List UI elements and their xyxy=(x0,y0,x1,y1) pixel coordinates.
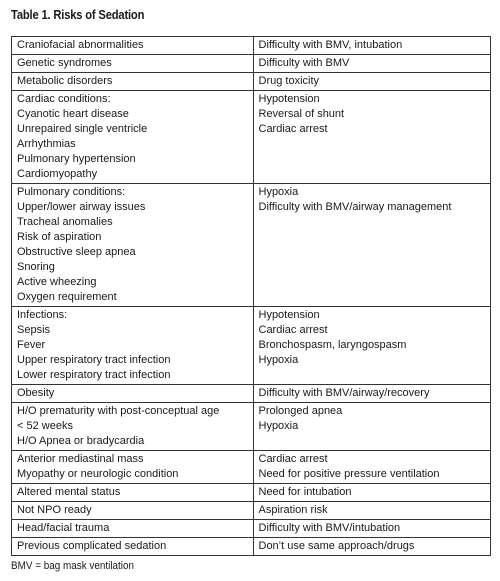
condition-line: < 52 weeks xyxy=(17,420,73,432)
condition-cell xyxy=(12,451,254,484)
condition-cell xyxy=(12,184,254,307)
condition-cell xyxy=(12,538,254,556)
risk-cell xyxy=(253,403,491,451)
condition-line: Obstructive sleep apnea xyxy=(17,246,136,258)
condition-line: Lower respiratory tract infection xyxy=(17,369,171,381)
condition-line: Pulmonary conditions: xyxy=(17,186,126,198)
risk-line: Don’t use same approach/drugs xyxy=(258,540,415,552)
condition-cell xyxy=(12,37,254,55)
risk-line: Reversal of shunt xyxy=(258,108,345,120)
table-row xyxy=(12,55,491,73)
risk-line: Cardiac arrest xyxy=(258,453,328,465)
risk-cell xyxy=(253,55,491,73)
condition-line: Infections: xyxy=(17,309,68,321)
condition-line: Not NPO ready xyxy=(17,504,92,516)
condition-line: Craniofacial abnormalities xyxy=(17,39,144,51)
condition-cell xyxy=(12,502,254,520)
risk-line: Hypoxia xyxy=(258,354,299,366)
condition-line: Risk of aspiration xyxy=(17,231,102,243)
table-footnote: BMV = bag mask ventilation xyxy=(11,560,134,572)
risk-line: Prolonged apnea xyxy=(258,405,343,417)
condition-line: Sepsis xyxy=(17,324,51,336)
condition-line: Obesity xyxy=(17,387,55,399)
risks-of-sedation-table xyxy=(11,36,491,556)
condition-line: Active wheezing xyxy=(17,276,97,288)
risk-cell xyxy=(253,451,491,484)
condition-cell xyxy=(12,403,254,451)
condition-line: Previous complicated sedation xyxy=(17,540,167,552)
risk-line: Hypoxia xyxy=(258,420,299,432)
condition-cell xyxy=(12,55,254,73)
condition-line: Genetic syndromes xyxy=(17,57,112,69)
risk-line: Need for intubation xyxy=(258,486,352,498)
risk-cell xyxy=(253,307,491,385)
condition-line: Altered mental status xyxy=(17,486,121,498)
risk-cell xyxy=(253,520,491,538)
condition-cell xyxy=(12,385,254,403)
condition-line: H/O prematurity with post-conceptual age xyxy=(17,405,220,417)
risk-line: Difficulty with BMV/airway/recovery xyxy=(258,387,430,399)
condition-line: Fever xyxy=(17,339,46,351)
table-row xyxy=(12,184,491,307)
condition-line: Anterior mediastinal mass xyxy=(17,453,144,465)
condition-line: Upper respiratory tract infection xyxy=(17,354,171,366)
risk-line: Hypoxia xyxy=(258,186,299,198)
condition-cell xyxy=(12,520,254,538)
condition-line: Pulmonary hypertension xyxy=(17,153,136,165)
condition-line: Oxygen requirement xyxy=(17,291,117,303)
table-row xyxy=(12,451,491,484)
condition-cell xyxy=(12,91,254,184)
condition-cell xyxy=(12,484,254,502)
risk-cell xyxy=(253,484,491,502)
risk-line: Hypotension xyxy=(258,93,320,105)
condition-line: Myopathy or neurologic condition xyxy=(17,468,179,480)
table-row xyxy=(12,538,491,556)
risk-line: Difficulty with BMV, intubation xyxy=(258,39,403,51)
risk-cell xyxy=(253,37,491,55)
risk-line: Difficulty with BMV xyxy=(258,57,350,69)
risk-line: Need for positive pressure ventilation xyxy=(258,468,440,480)
table-row xyxy=(12,502,491,520)
risk-cell xyxy=(253,538,491,556)
condition-line: Upper/lower airway issues xyxy=(17,201,146,213)
table-row xyxy=(12,520,491,538)
table-row xyxy=(12,73,491,91)
risk-line: Difficulty with BMV/intubation xyxy=(258,522,401,534)
condition-line: Cyanotic heart disease xyxy=(17,108,129,120)
condition-line: Tracheal anomalies xyxy=(17,216,113,228)
table-row xyxy=(12,403,491,451)
risk-cell xyxy=(253,184,491,307)
table-body xyxy=(12,37,491,556)
risk-cell xyxy=(253,91,491,184)
risk-line: Hypotension xyxy=(258,309,320,321)
table-row xyxy=(12,385,491,403)
condition-line: Unrepaired single ventricle xyxy=(17,123,148,135)
table-row xyxy=(12,484,491,502)
condition-cell xyxy=(12,73,254,91)
condition-line: Metabolic disorders xyxy=(17,75,113,87)
condition-line: Arrhythmias xyxy=(17,138,76,150)
table-row xyxy=(12,37,491,55)
condition-line: Head/facial trauma xyxy=(17,522,110,534)
risk-line: Aspiration risk xyxy=(258,504,328,516)
condition-line: Cardiomyopathy xyxy=(17,168,98,180)
risk-line: Difficulty with BMV/airway management xyxy=(258,201,452,213)
condition-line: Cardiac conditions: xyxy=(17,93,111,105)
risk-line: Bronchospasm, laryngospasm xyxy=(258,339,407,351)
table-title: Table 1. Risks of Sedation xyxy=(11,7,145,22)
risk-line: Drug toxicity xyxy=(258,75,320,87)
condition-line: H/O Apnea or bradycardia xyxy=(17,435,145,447)
risk-cell xyxy=(253,73,491,91)
risk-line: Cardiac arrest xyxy=(258,324,328,336)
table-row xyxy=(12,307,491,385)
risk-cell xyxy=(253,385,491,403)
condition-cell xyxy=(12,307,254,385)
condition-line: Snoring xyxy=(17,261,55,273)
risk-line: Cardiac arrest xyxy=(258,123,328,135)
risk-cell xyxy=(253,502,491,520)
table-row xyxy=(12,91,491,184)
